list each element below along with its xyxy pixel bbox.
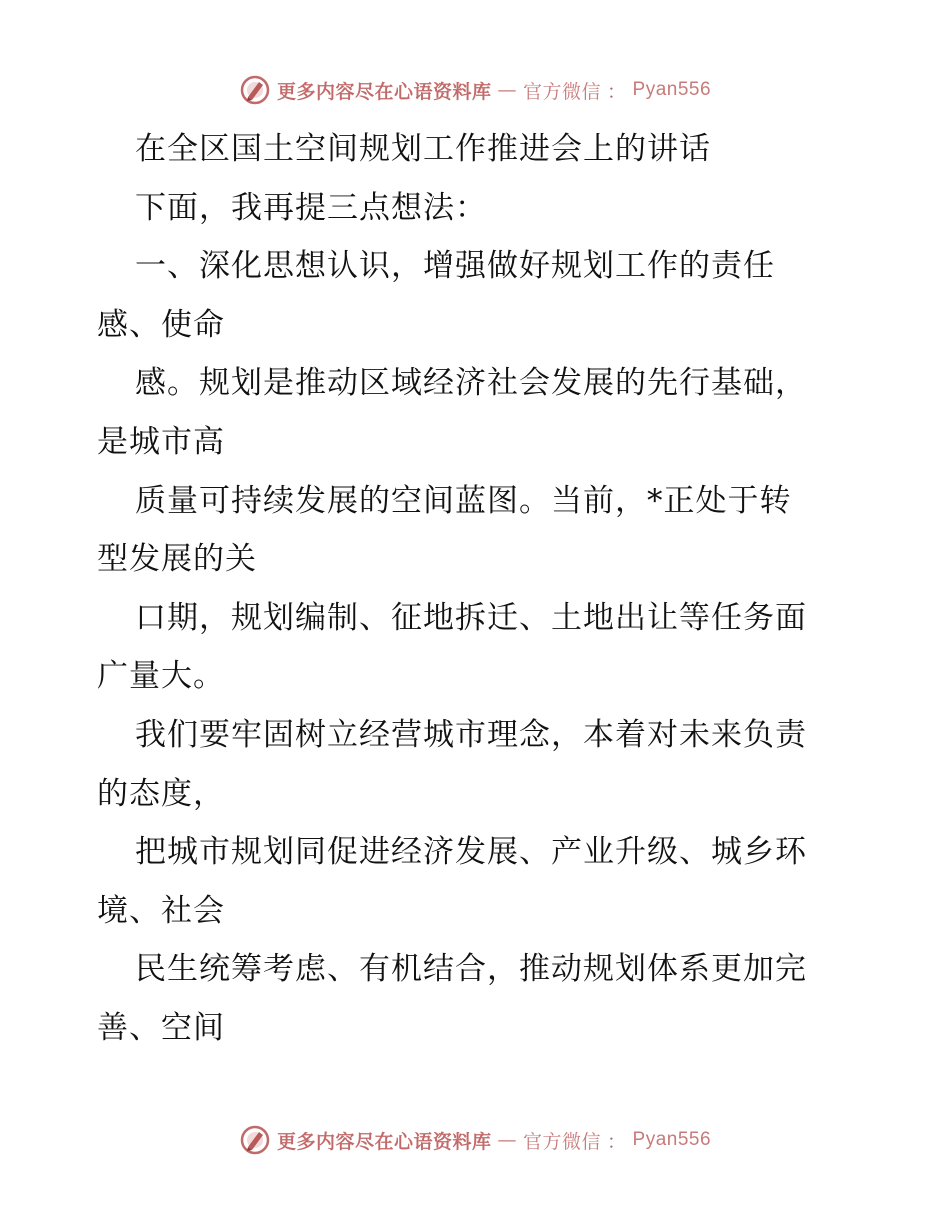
text-line: 的态度，: [97, 775, 225, 812]
watermark-separator: ：: [607, 1130, 627, 1153]
footer-watermark: [0, 1120, 950, 1160]
text-line: 口期，规划编制、征地拆迁、土地出让等任务面: [135, 599, 807, 636]
watermark-brand: 更多内容尽在心语资料库: [276, 80, 492, 103]
text-line: 型发展的关: [97, 541, 257, 578]
text-line: 下面，我再提三点想法：: [135, 189, 487, 226]
section-heading: 一、深化思想认识，增强做好规划工作的责任: [135, 248, 775, 285]
header-watermark: [0, 70, 950, 110]
text-line: 民生统筹考虑、有机结合，推动规划体系更加完: [135, 951, 807, 988]
watermark-contact-id: Pyan556: [632, 1129, 712, 1150]
document-title: 在全区国土空间规划工作推进会上的讲话: [135, 131, 711, 167]
document-body: [97, 120, 857, 1058]
text-line: 善、空间: [97, 1009, 225, 1046]
watermark-brand: 更多内容尽在心语资料库: [276, 1130, 492, 1153]
text-line: 我们要牢固树立经营城市理念，本着对未来负责: [135, 716, 807, 753]
text-line: 感、使命: [97, 306, 225, 343]
watermark-dash: —: [497, 79, 517, 101]
pen-nib-circle-icon: [239, 74, 271, 106]
pen-nib-circle-icon: [239, 1124, 271, 1156]
watermark-contact-label: 官方微信: [522, 80, 601, 103]
text-line: 把城市规划同促进经济发展、产业升级、城乡环: [135, 834, 807, 871]
watermark-contact-id: Pyan556: [632, 79, 712, 100]
text-line: 广量大。: [97, 658, 225, 695]
text-line: 境、社会: [97, 892, 225, 929]
watermark-separator: ：: [607, 80, 627, 103]
text-line: 质量可持续发展的空间蓝图。当前，*正处于转: [135, 482, 792, 519]
watermark-dash: —: [497, 1129, 517, 1151]
watermark-contact-label: 官方微信: [522, 1130, 601, 1153]
text-line: 是城市高: [97, 423, 225, 460]
text-line: 感。规划是推动区域经济社会发展的先行基础，: [135, 365, 807, 402]
